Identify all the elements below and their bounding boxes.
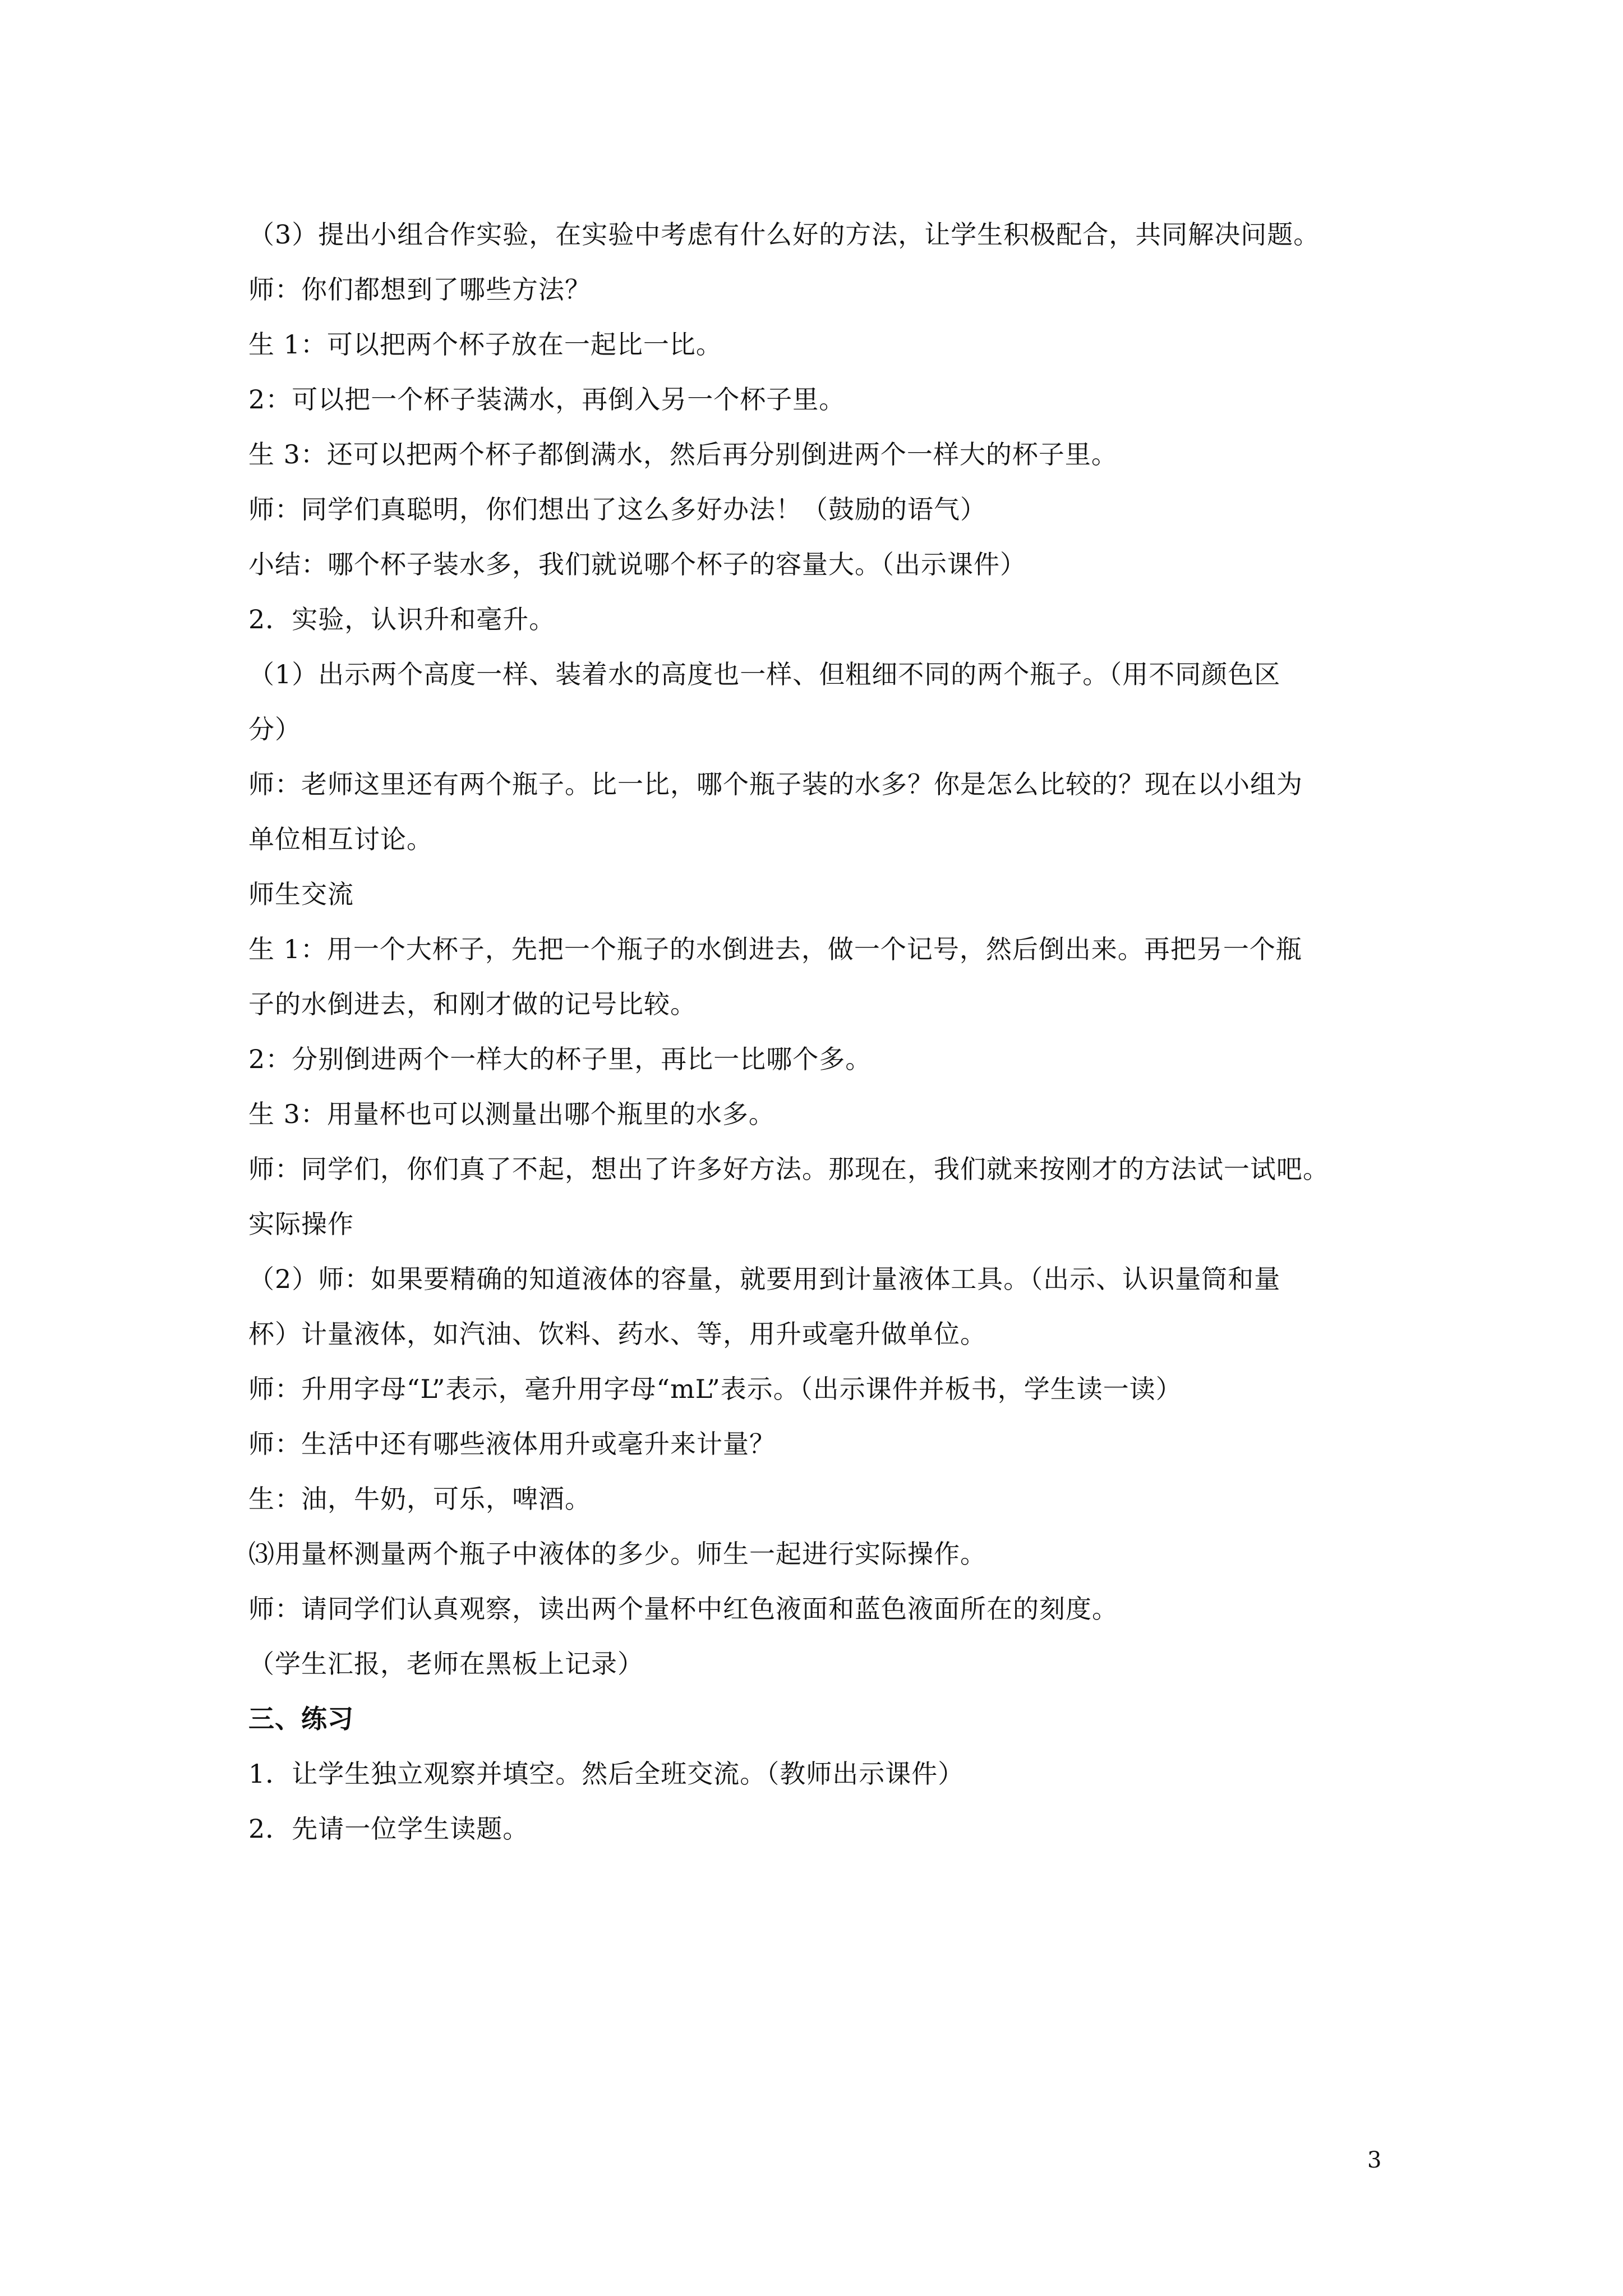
text-line: 单位相互讨论。 bbox=[248, 824, 433, 854]
text-line: 师：老师这里还有两个瓶子。比一比，哪个瓶子装的水多？你是怎么比较的？现在以小组为 bbox=[248, 769, 1303, 799]
text-line: 2．先请一位学生读题。 bbox=[248, 1814, 529, 1844]
text-line: ⑶用量杯测量两个瓶子中液体的多少。师生一起进行实际操作。 bbox=[248, 1539, 986, 1569]
text-line: 师：请同学们认真观察，读出两个量杯中红色液面和蓝色液面所在的刻度。 bbox=[248, 1594, 1118, 1624]
text-line: 师：你们都想到了哪些方法？ bbox=[248, 274, 591, 305]
text-line: 生：油，牛奶，可乐，啤酒。 bbox=[248, 1484, 591, 1514]
text-line: 小结：哪个杯子装水多，我们就说哪个杯子的容量大。（出示课件） bbox=[248, 549, 1026, 579]
page-number: 3 bbox=[1367, 2147, 1382, 2173]
text-line: 师生交流 bbox=[248, 879, 354, 909]
text-line: 师：同学们，你们真了不起，想出了许多好方法。那现在，我们就来按刚才的方法试一试吧。 bbox=[248, 1154, 1329, 1184]
text-line: （3）提出小组合作实验，在实验中考虑有什么好的方法，让学生积极配合，共同解决问题。 bbox=[248, 219, 1320, 250]
text-line: 生 3：还可以把两个杯子都倒满水，然后再分别倒进两个一样大的杯子里。 bbox=[248, 439, 1118, 470]
text-line: （1）出示两个高度一样、装着水的高度也一样、但粗细不同的两个瓶子。（用不同颜色区 bbox=[248, 659, 1281, 689]
text-line: 生 1：可以把两个杯子放在一起比一比。 bbox=[248, 329, 722, 360]
text-line: 子的水倒进去，和刚才做的记号比较。 bbox=[248, 989, 697, 1019]
section-heading: 三、练习 bbox=[248, 1704, 354, 1734]
text-line: 生 3：用量杯也可以测量出哪个瓶里的水多。 bbox=[248, 1099, 775, 1129]
text-line: 生 1：用一个大杯子，先把一个瓶子的水倒进去，做一个记号，然后倒出来。再把另一个瓶 bbox=[248, 934, 1302, 964]
text-line: （2）师：如果要精确的知道液体的容量，就要用到计量液体工具。（出示、认识量筒和量 bbox=[248, 1264, 1281, 1294]
text-line: 杯）计量液体，如汽油、饮料、药水、等，用升或毫升做单位。 bbox=[248, 1319, 986, 1349]
text-line: 师：生活中还有哪些液体用升或毫升来计量？ bbox=[248, 1429, 776, 1459]
text-line: 师：同学们真聪明，你们想出了这么多好办法！（鼓励的语气） bbox=[248, 494, 986, 524]
text-line: （学生汇报，老师在黑板上记录） bbox=[248, 1649, 644, 1679]
text-line: 2：可以把一个杯子装满水，再倒入另一个杯子里。 bbox=[248, 384, 846, 415]
text-line: 分） bbox=[248, 714, 301, 744]
text-line: 师：升用字母“L”表示，毫升用字母“mL”表示。（出示课件并板书，学生读一读） bbox=[248, 1374, 1182, 1404]
text-line: 1．让学生独立观察并填空。然后全班交流。（教师出示课件） bbox=[248, 1759, 965, 1789]
text-line: 2：分别倒进两个一样大的杯子里，再比一比哪个多。 bbox=[248, 1044, 872, 1074]
text-line: 2．实验，认识升和毫升。 bbox=[248, 604, 556, 634]
text-line: 实际操作 bbox=[248, 1209, 354, 1239]
